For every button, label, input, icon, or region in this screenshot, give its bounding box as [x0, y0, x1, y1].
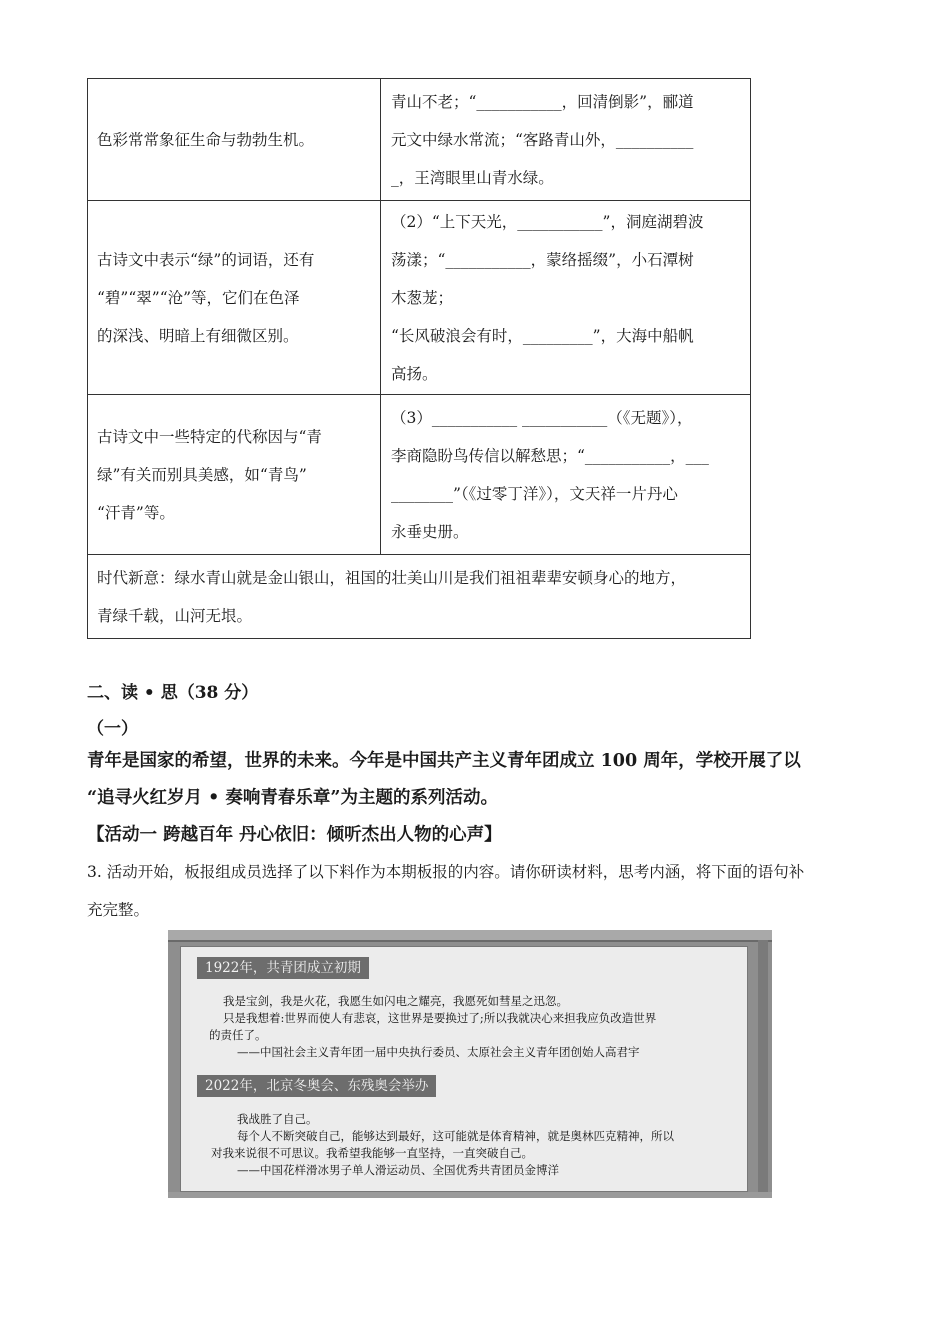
board-tag-2022: 2022年，北京冬奥会、东残奥会举办	[197, 1075, 436, 1097]
board-line: 每个人不断突破自己，能够达到最好，这可能就是体育精神，就是奥林匹克精神，所以	[237, 1129, 674, 1143]
section-title: 二、读 • 思（38 分）	[87, 683, 259, 703]
row2-left: 古诗文中表示“绿”的词语，还有 “碧”“翠”“沧”等，它们在色泽 的深浅、明暗上有细微区别。	[88, 201, 381, 395]
blackboard-image	[168, 930, 772, 1198]
board-panel	[180, 946, 748, 1192]
board-line: 我战胜了自己。	[237, 1112, 318, 1126]
row1-right: 青山不老；“___________，回清倒影”，郦道 元文中绿水常流；“客路青山外，__________ _，王湾眼里山青水绿。	[381, 79, 751, 201]
row2-right: （2）“上下天光，___________”，洞庭湖碧波 荡漾；“___________，蒙络摇缀”，小石潭树 木葱茏； “长风破浪会有时，_________”，大海中船帆 高扬。	[381, 201, 751, 395]
board-line: 我是宝剑，我是火花，我愿生如闪电之耀亮，我愿死如彗星之迅忽。	[223, 994, 568, 1008]
question-3: 3. 活动开始，板报组成员选择了以下料作为本期板报的内容。请你研读材料，思考内涵，将下面的语句补 充完整。	[87, 863, 805, 919]
section-sub: （一）	[87, 719, 138, 739]
content-table	[87, 78, 751, 639]
board-top-rail	[168, 930, 772, 942]
board-attribution: ——中国花样滑冰男子单人滑运动员、全国优秀共青团员金博洋	[237, 1163, 559, 1177]
row3-right: （3）___________ ___________（《无题》）， 李商隐盼鸟传信以解愁思；“___________，___ ________”（《过零丁洋》），文天祥一片丹心 永垂史册。	[381, 395, 751, 555]
board-line: 只是我想着:世界而使人有悲哀，这世界是要换过了;所以我就决心来担我应负改造世界	[223, 1011, 657, 1025]
row3-left: 古诗文中一些特定的代称因与“青 绿”有关而别具美感，如“青鸟” “汗青”等。	[88, 395, 381, 555]
activity-heading: 【活动一 跨越百年 丹心依旧：倾听杰出人物的心声】	[87, 825, 502, 845]
board-tag-1922: 1922年，共青团成立初期	[197, 957, 369, 979]
row4-new-meaning: 时代新意：绿水青山就是金山银山，祖国的壮美山川是我们祖祖辈辈安顿身心的地方， 青绿千载，山河无垠。	[88, 555, 751, 639]
board-pole	[758, 940, 768, 1195]
section-intro: 青年是国家的希望，世界的未来。今年是中国共产主义青年团成立 100 周年，学校开展了以 “追寻火红岁月 • 奏响青春乐章”为主题的系列活动。	[87, 751, 801, 808]
board-line: 的责任了。	[209, 1028, 267, 1042]
board-bottom-rail	[168, 1192, 772, 1198]
board-attribution: ——中国社会主义青年团一届中央执行委员、太原社会主义青年团创始人高君宇	[237, 1045, 640, 1059]
row1-left: 色彩常常象征生命与勃勃生机。	[88, 79, 381, 201]
board-line: 对我来说很不可思议。我希望我能够一直坚持，一直突破自己。	[211, 1146, 533, 1160]
